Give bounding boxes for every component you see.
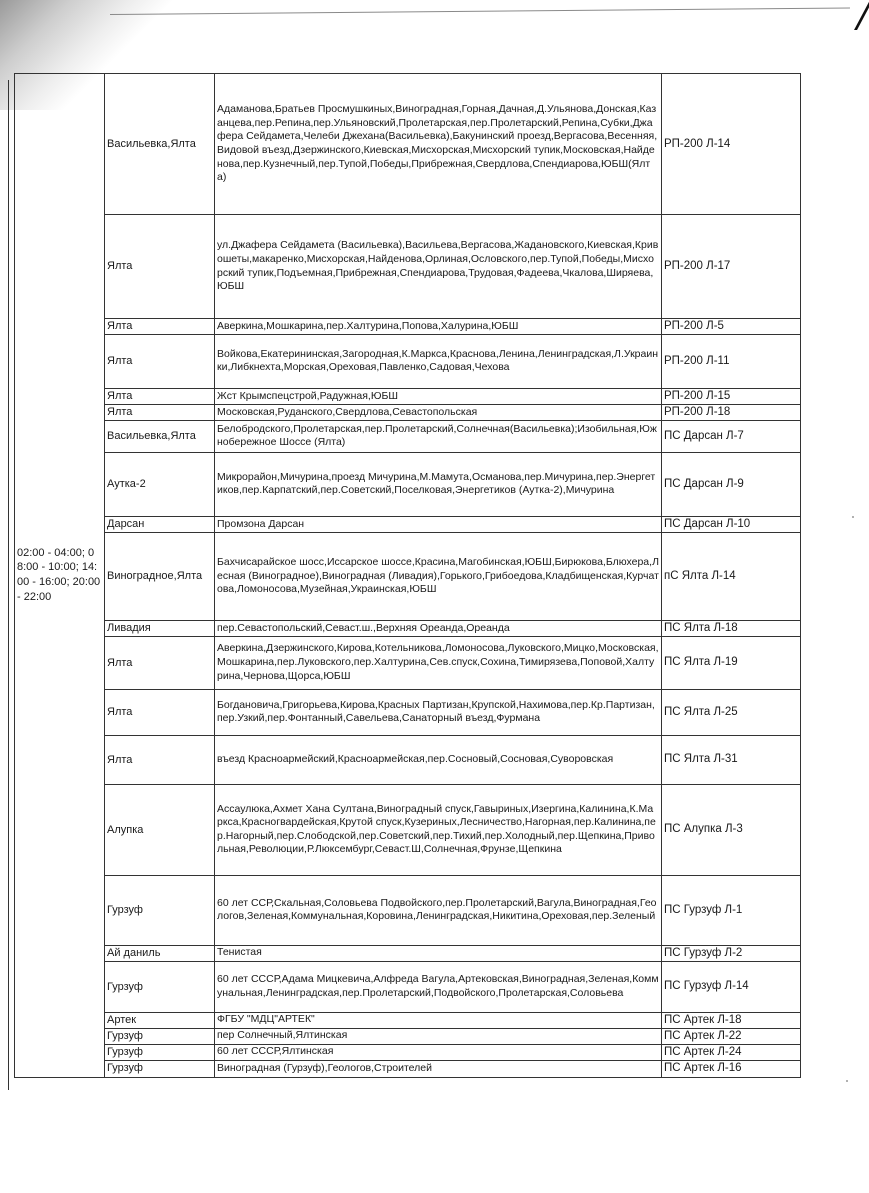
table-row: [15, 961, 801, 1012]
streets-cell: Жст Крымспецстрой,Радужная,ЮБШ: [215, 388, 662, 404]
line-cell: РП-200 Л-5: [662, 319, 801, 335]
line-cell: ПС Дарсан Л-10: [662, 516, 801, 532]
left-border-line: [8, 80, 9, 1090]
streets-cell: 60 лет СССР,Адама Мицкевича,Алфреда Вагула,Артековская,Виноградная,Зеленая,Коммунальная,Ленинградская,пер.Пролетарский,Подвойского,Пролетарская,Соловьева: [215, 961, 662, 1012]
streets-cell: Аверкина,Мошкарина,пер.Халтурина,Попова,Халурина,ЮБШ: [215, 319, 662, 335]
table-row: [15, 215, 801, 319]
table-row: [15, 875, 801, 945]
table-row: [15, 420, 801, 452]
line-cell: ПС Артек Л-24: [662, 1044, 801, 1060]
time-slots-cell: 02:00 - 04:00; 08:00 - 10:00; 14:00 - 16:00; 20:00 - 22:00: [15, 74, 105, 1078]
location-cell: Ливадия: [105, 620, 215, 636]
location-cell: Ялта: [105, 319, 215, 335]
streets-cell: ФГБУ "МДЦ"АРТЕК": [215, 1012, 662, 1028]
location-cell: Артек: [105, 1012, 215, 1028]
line-cell: ПС Ялта Л-19: [662, 636, 801, 689]
table-row: [15, 945, 801, 961]
scan-speck: [846, 1080, 848, 1082]
table-row: [15, 74, 801, 215]
table-row: [15, 620, 801, 636]
streets-cell: пер.Севастопольский,Севаст.ш.,Верхняя Ореанда,Ореанда: [215, 620, 662, 636]
location-cell: Ялта: [105, 689, 215, 735]
streets-cell: ул.Джафера Сейдамета (Васильевка),Васильева,Вергасова,Жадановского,Киевская,Кривошеты,макаренко,Мисхорская,Найденова,Орлиная,Ословского,пер.Тупой,Победы,Мисхорский тупик,Подъемная,Прибрежная,Спендиарова,Трудовая,Фадеева,Чкалова,Ширяева,ЮБШ: [215, 215, 662, 319]
line-cell: РП-200 Л-17: [662, 215, 801, 319]
location-cell: Васильевка,Ялта: [105, 420, 215, 452]
streets-cell: Адаманова,Братьев Просмушкиных,Виноградная,Горная,Дачная,Д.Ульянова,Донская,Казанцева,пер.Репина,пер.Ульяновский,Пролетарская,пер.Пролетарский,Репина,Субки,Джафера Сейдамета,Челеби Джехана(Васильевка),Бакунинский проезд,Вергасова,Весенняя,Видовой въезд,Дзержинского,Киевская,Мисхорская,Мисхорский тупик,Московская,Найденова,пер.Кузнечный,пер.Тупой,Победы,Прибрежная,Свердлова,Спендиарова,ЮБШ(Ялта): [215, 74, 662, 215]
table-row: [15, 334, 801, 388]
streets-cell: Богдановича,Григорьева,Кирова,Красных Партизан,Крупской,Нахимова,пер.Кр.Партизан,пер.Узкий,пер.Фонтанный,Савельева,Санаторный въезд,Фурмана: [215, 689, 662, 735]
table-row: [15, 319, 801, 335]
location-cell: Гурзуф: [105, 1028, 215, 1044]
location-cell: Ялта: [105, 388, 215, 404]
location-cell: Васильевка,Ялта: [105, 74, 215, 215]
streets-cell: Войкова,Екатерининская,Загородная,К.Маркса,Краснова,Ленина,Ленинградская,Л.Украинки,Либкнехта,Морская,Ореховая,Павленко,Садовая,Чехова: [215, 334, 662, 388]
streets-cell: Бахчисарайское шосс,Иссарское шоссе,Красина,Магобинская,ЮБШ,Бирюкова,Блюхера,Лесная (Виноградное),Виноградная (Ливадия),Горького,Грибоедова,Кладбищенская,Курчатова,Ломоносова,Музейная,Украинская,ЮБШ: [215, 532, 662, 620]
scan-edge-line: [110, 8, 850, 15]
streets-cell: пер Солнечный,Ялтинская: [215, 1028, 662, 1044]
location-cell: Гурзуф: [105, 1044, 215, 1060]
line-cell: РП-200 Л-14: [662, 74, 801, 215]
line-cell: ПС Ялта Л-18: [662, 620, 801, 636]
line-cell: ПС Артек Л-18: [662, 1012, 801, 1028]
line-cell: РП-200 Л-11: [662, 334, 801, 388]
line-cell: ПС Артек Л-16: [662, 1060, 801, 1077]
location-cell: Дарсан: [105, 516, 215, 532]
streets-cell: 60 лет СССР,Ялтинская: [215, 1044, 662, 1060]
line-cell: РП-200 Л-15: [662, 388, 801, 404]
streets-cell: Аверкина,Дзержинского,Кирова,Котельникова,Ломоносова,Луковского,Мицко,Московская,Мошкарина,пер.Луковского,пер.Халтурина,Сев.спуск,Сохина,Тимирязева,Поповой,Халтурина,Чернова,Щорса,ЮБШ: [215, 636, 662, 689]
location-cell: Ялта: [105, 735, 215, 784]
line-cell: ПС Дарсан Л-7: [662, 420, 801, 452]
location-cell: Ай даниль: [105, 945, 215, 961]
table-row: [15, 532, 801, 620]
location-cell: Ялта: [105, 334, 215, 388]
line-cell: ПС Ялта Л-31: [662, 735, 801, 784]
line-cell: ПС Дарсан Л-9: [662, 452, 801, 516]
table-row: [15, 735, 801, 784]
line-cell: ПС Ялта Л-25: [662, 689, 801, 735]
line-cell: пС Ялта Л-14: [662, 532, 801, 620]
table-row: [15, 516, 801, 532]
outage-schedule-table: [14, 73, 801, 1078]
location-cell: Гурзуф: [105, 961, 215, 1012]
table-row: [15, 1028, 801, 1044]
streets-cell: Тенистая: [215, 945, 662, 961]
table-row: [15, 404, 801, 420]
location-cell: Гурзуф: [105, 1060, 215, 1077]
table-row: [15, 1060, 801, 1077]
location-cell: Ялта: [105, 215, 215, 319]
table-row: [15, 784, 801, 875]
location-cell: Ялта: [105, 404, 215, 420]
table-row: [15, 1012, 801, 1028]
line-cell: ПС Гурзуф Л-1: [662, 875, 801, 945]
table-row: [15, 636, 801, 689]
streets-cell: Микрорайон,Мичурина,проезд Мичурина,М.Мамута,Османова,пер.Мичурина,пер.Энергетиков,пер.Карпатский,пер.Советский,Поселковая,Энергетиков (Аутка-2),Мичурина: [215, 452, 662, 516]
scan-speck: [852, 516, 854, 518]
streets-cell: въезд Красноармейский,Красноармейская,пер.Сосновый,Сосновая,Суворовская: [215, 735, 662, 784]
table-row: [15, 452, 801, 516]
streets-cell: Московская,Руданского,Свердлова,Севастопольская: [215, 404, 662, 420]
location-cell: Виноградное,Ялта: [105, 532, 215, 620]
table-row: [15, 689, 801, 735]
location-cell: Гурзуф: [105, 875, 215, 945]
streets-cell: 60 лет ССР,Скальная,Соловьева Подвойского,пер.Пролетарский,Вагула,Виноградная,Геологов,Зеленая,Коммунальная,Коровина,Ленинградская,Никитина,Ореховая,пер.Зеленый: [215, 875, 662, 945]
schedule-body: [15, 74, 801, 1078]
location-cell: Алупка: [105, 784, 215, 875]
location-cell: Аутка-2: [105, 452, 215, 516]
line-cell: ПС Гурзуф Л-14: [662, 961, 801, 1012]
corner-mark: [838, 0, 869, 30]
table-row: [15, 1044, 801, 1060]
streets-cell: Ассаулюка,Ахмет Хана Султана,Виноградный спуск,Гавыриных,Изергина,Калинина,К.Маркса,Красногвардейская,Крутой спуск,Кузериных,Лесничество,Нагорная,пер.Калинина,пер.Нагорный,пер.Слободской,пер.Советский,пер.Тихий,пер.Холодный,пер.Щепкина,Привольная,Революции,Р.Люксембург,Севаст.Ш,Солнечная,Фрунзе,Щепкина: [215, 784, 662, 875]
streets-cell: Белобродского,Пролетарская,пер.Пролетарский,Солнечная(Васильевка);Изобильная,Южнобережное Шоссе (Ялта): [215, 420, 662, 452]
line-cell: ПС Алупка Л-3: [662, 784, 801, 875]
streets-cell: Виноградная (Гурзуф),Геологов,Строителей: [215, 1060, 662, 1077]
table-row: [15, 388, 801, 404]
location-cell: Ялта: [105, 636, 215, 689]
line-cell: ПС Артек Л-22: [662, 1028, 801, 1044]
streets-cell: Промзона Дарсан: [215, 516, 662, 532]
line-cell: РП-200 Л-18: [662, 404, 801, 420]
line-cell: ПС Гурзуф Л-2: [662, 945, 801, 961]
